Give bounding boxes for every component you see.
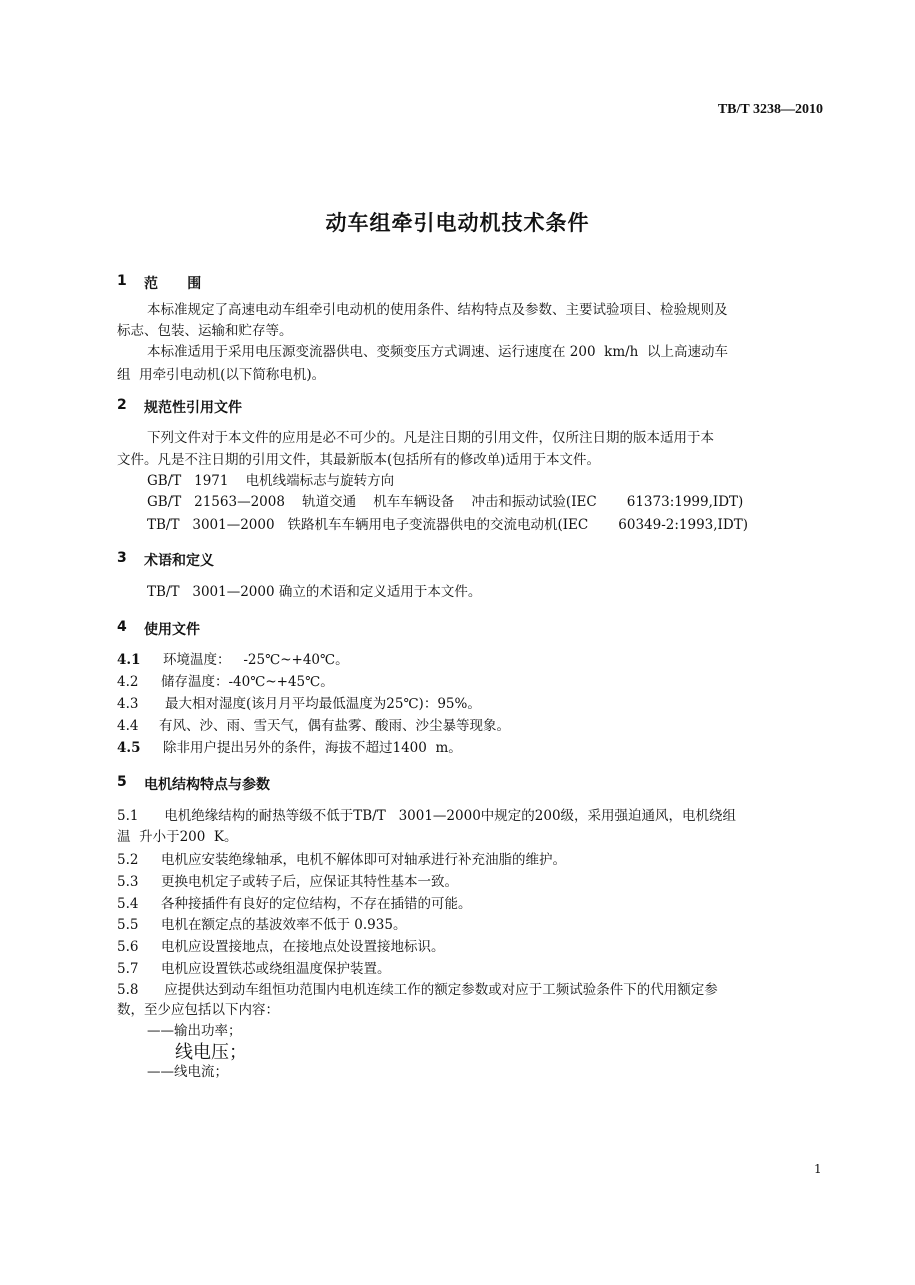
- section-2-para1-line2: 文件。凡是不注日期的引用文件，其最新版本(包括所有的修改单)适用于本文件。: [117, 452, 601, 468]
- section-5-title: 电机结构特点与参数: [144, 777, 270, 793]
- section-1-number: 1: [117, 273, 127, 289]
- item-4-2-number: 4.2: [117, 674, 139, 690]
- section-1-para1-line1: 本标准规定了高速电动车组牵引电动机的使用条件、结构特点及参数、主要试验项目、检验规则及: [147, 302, 728, 318]
- section-2-number: 2: [117, 397, 127, 413]
- reference-tbt-3001: TB/T 3001—2000 铁路机车车辆用电子变流器供电的交流电动机(IEC 60349-2:1993,IDT): [147, 517, 748, 533]
- standard-number: TB/T 3238—2010: [717, 102, 823, 117]
- list-item-output-power: ——输出功率；: [147, 1023, 242, 1039]
- item-5-2-number: 5.2: [117, 852, 139, 868]
- item-5-5-text: 电机在额定点的基波效率不低于 0.935。: [161, 917, 407, 933]
- item-5-7-number: 5.7: [117, 961, 139, 977]
- page-number: 1: [814, 1162, 822, 1176]
- item-5-3-number: 5.3: [117, 874, 139, 890]
- section-1-para2-line1: 本标准适用于采用电压源变流器供电、变频变压方式调速、运行速度在 200 km/h 以上高速动车: [147, 344, 728, 360]
- list-item-line-current: ——线电流；: [147, 1064, 228, 1080]
- section-4-number: 4: [117, 619, 127, 635]
- item-5-6-number: 5.6: [117, 939, 139, 955]
- item-4-2-text: 储存温度：-40℃~+45℃。: [161, 674, 334, 690]
- item-4-4-text: 有风、沙、雨、雪天气，偶有盐雾、酸雨、沙尘暴等现象。: [159, 718, 510, 734]
- section-2-title: 规范性引用文件: [144, 400, 242, 416]
- item-5-4-number: 5.4: [117, 896, 139, 912]
- item-5-3-text: 更换电机定子或转子后，应保证其特性基本一致。: [161, 874, 458, 890]
- reference-gbt-1971: GB/T 1971 电机线端标志与旋转方向: [147, 473, 395, 489]
- item-4-5-number: 4.5: [117, 740, 141, 756]
- item-4-3-text: 最大相对湿度(该月月平均最低温度为25℃)：95%。: [165, 696, 481, 712]
- item-5-7-text: 电机应设置铁芯或绕组温度保护装置。: [161, 961, 391, 977]
- item-5-4-text: 各种接插件有良好的定位结构，不存在插错的可能。: [161, 896, 472, 912]
- item-5-6-text: 电机应设置接地点，在接地点处设置接地标识。: [161, 939, 445, 955]
- item-4-5-text: 除非用户提出另外的条件，海拔不超过1400 m。: [163, 740, 462, 756]
- item-4-3-number: 4.3: [117, 696, 139, 712]
- document-title: 动车组牵引电动机技术条件: [325, 211, 590, 235]
- item-5-8-line2: 数，至少应包括以下内容：: [117, 1002, 279, 1018]
- section-3-number: 3: [117, 550, 127, 566]
- section-1-para2-line2: 组 用牵引电动机(以下简称电机)。: [117, 367, 326, 383]
- item-5-2-text: 电机应安装绝缘轴承，电机不解体即可对轴承进行补充油脂的维护。: [161, 852, 566, 868]
- reference-gbt-21563: GB/T 21563—2008 轨道交通 机车车辆设备 冲击和振动试验(IEC 61373:1999,IDT): [147, 494, 744, 510]
- section-2-para1-line1: 下列文件对于本文件的应用是必不可少的。凡是注日期的引用文件，仅所注日期的版本适用于本: [147, 430, 714, 446]
- section-1-para1-line2: 标志、包装、运输和贮存等。: [117, 323, 293, 339]
- item-4-4-number: 4.4: [117, 718, 139, 734]
- section-5-number: 5: [117, 774, 127, 790]
- item-5-8-line1: 5.8 应提供达到动车组恒功范围内电机连续工作的额定参数或对应于工频试验条件下的代用额定参: [117, 982, 718, 998]
- item-5-1-line1: 5.1 电机绝缘结构的耐热等级不低于TB/T 3001—2000中规定的200级，采用强迫通风，电机绕组: [117, 808, 737, 824]
- item-4-1-number: 4.1: [117, 652, 141, 668]
- item-5-1-line2: 温 升小于200 K。: [117, 829, 238, 845]
- list-item-line-voltage: 线电压；: [175, 1042, 247, 1063]
- item-4-1-text: 环境温度： -25℃~+40℃。: [163, 652, 349, 668]
- item-5-5-number: 5.5: [117, 917, 139, 933]
- section-3-title: 术语和定义: [144, 553, 214, 569]
- section-3-para1: TB/T 3001—2000 确立的术语和定义适用于本文件。: [147, 584, 482, 600]
- section-1-title: 范 围: [144, 276, 202, 292]
- section-4-title: 使用文件: [144, 622, 200, 638]
